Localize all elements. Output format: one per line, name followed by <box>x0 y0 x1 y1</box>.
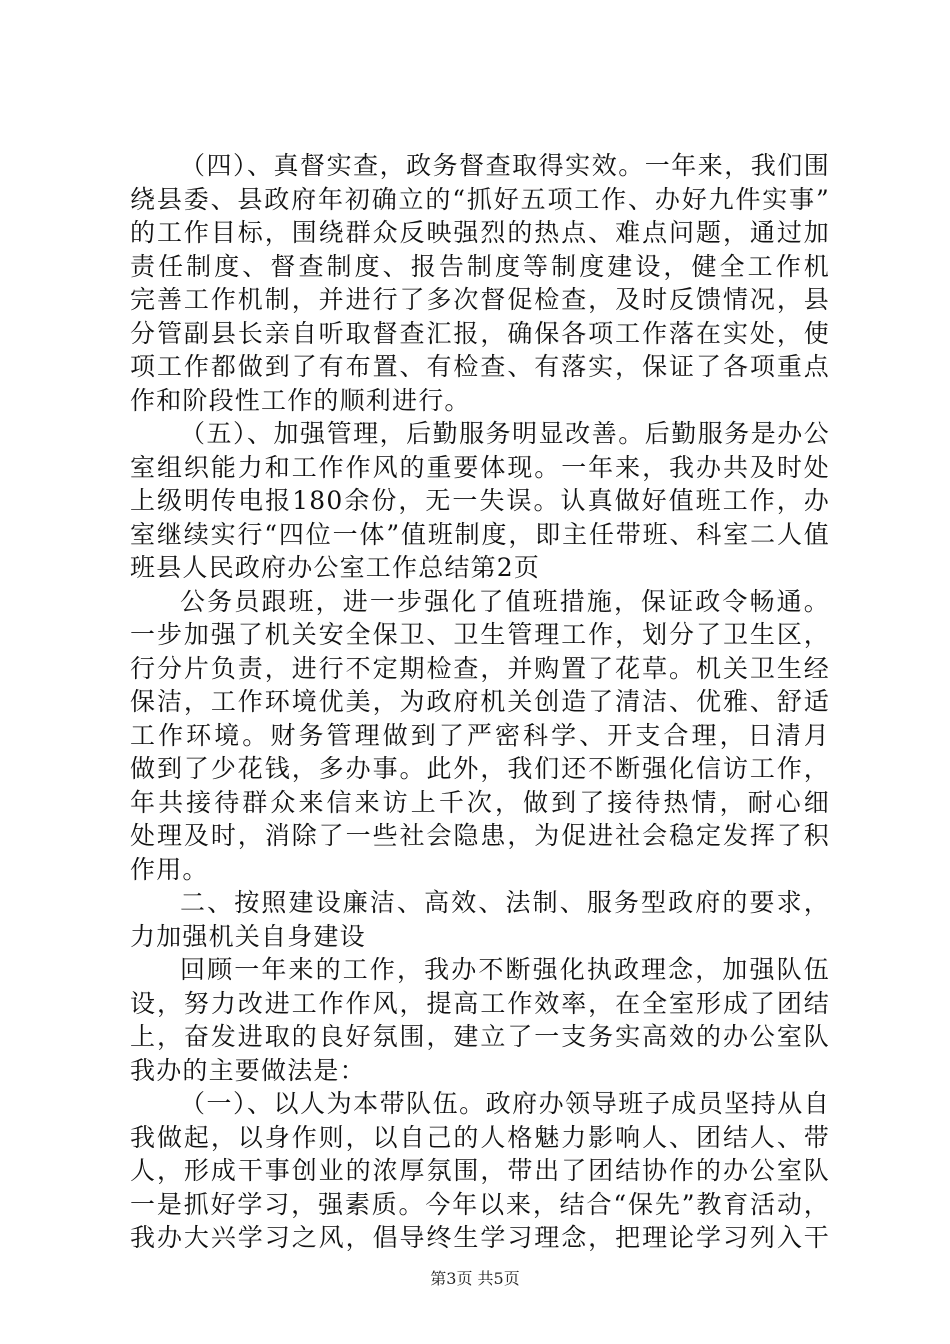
text-line: 我做起，以身作则，以自己的人格魅力影响人、团结人、带 <box>130 1122 830 1152</box>
text-line: 一是抓好学习，强素质。今年以来，结合“保先”教育活动， <box>130 1189 830 1219</box>
text-line: 上，奋发进取的良好氛围，建立了一支务实高效的办公室队 <box>130 1022 830 1051</box>
text-line: 做到了少花钱，多办事。此外，我们还不断强化信访工作， <box>130 754 830 783</box>
text-line: 处理及时，消除了一些社会隐患，为促进社会稳定发挥了积 <box>130 821 830 850</box>
text-line: 我办的主要做法是： <box>130 1055 366 1085</box>
text-line: 一步加强了机关安全保卫、卫生管理工作，划分了卫生区， <box>130 620 830 649</box>
text-line: 年共接待群众来信来访上千次，做到了接待热情，耐心细 <box>130 787 830 817</box>
text-line: （四）、真督实查，政务督查取得实效。一年来，我们围 <box>180 151 830 180</box>
text-line: 绕县委、县政府年初确立的“抓好五项工作、办好九件实事” <box>130 184 830 214</box>
text-line: 上级明传电报180余份，无一失误。认真做好值班工作，办 <box>130 486 830 515</box>
text-line: 二、按照建设廉洁、高效、法制、服务型政府的要求， <box>180 888 830 917</box>
text-line: 室继续实行“四位一体”值班制度，即主任带班、科室二人值 <box>130 519 830 549</box>
text-line: 力加强机关自身建设 <box>130 921 366 951</box>
text-line: 回顾一年来的工作，我办不断强化执政理念，加强队伍 <box>180 955 830 984</box>
text-line: 作和阶段性工作的顺利进行。 <box>130 385 471 415</box>
text-line: （五）、加强管理，后勤服务明显改善。后勤服务是办公 <box>180 419 830 448</box>
text-line: 保洁，工作环境优美，为政府机关创造了清洁、优雅、舒适 <box>130 687 830 716</box>
text-line: 我办大兴学习之风，倡导终生学习理念，把理论学习列入干 <box>130 1223 830 1252</box>
text-line: （一）、以人为本带队伍。政府办领导班子成员坚持从自 <box>180 1089 830 1118</box>
text-line: 设，努力改进工作作风，提高工作效率，在全室形成了团结 <box>130 988 830 1018</box>
text-line: 行分片负责，进行不定期检查，并购置了花草。机关卫生经 <box>130 653 830 683</box>
page-number-footer: 第3页 共5页 <box>430 1269 520 1288</box>
text-line: 的工作目标，围绕群众反映强烈的热点、难点问题，通过加 <box>130 218 830 247</box>
text-line: 室组织能力和工作作风的重要体现。一年来，我办共及时处 <box>130 452 830 482</box>
text-line: 分管副县长亲自听取督查汇报，确保各项工作落在实处，使 <box>130 318 830 348</box>
text-line: 作用。 <box>130 854 209 884</box>
text-line: 责任制度、督查制度、报告制度等制度建设，健全工作机 <box>130 251 830 281</box>
text-line: 班县人民政府办公室工作总结第2页 <box>130 553 541 582</box>
text-line: 项工作都做到了有布置、有检查、有落实，保证了各项重点 <box>130 352 830 381</box>
document-body <box>130 149 830 1255</box>
text-line: 公务员跟班，进一步强化了值班措施，保证政令畅通。 <box>180 586 830 616</box>
text-line: 完善工作机制，并进行了多次督促检查，及时反馈情况，县 <box>130 285 830 314</box>
text-line: 人，形成干事创业的浓厚氛围，带出了团结协作的办公室队 <box>130 1156 830 1185</box>
text-line: 工作环境。财务管理做到了严密科学、开支合理，日清月 <box>130 720 830 750</box>
